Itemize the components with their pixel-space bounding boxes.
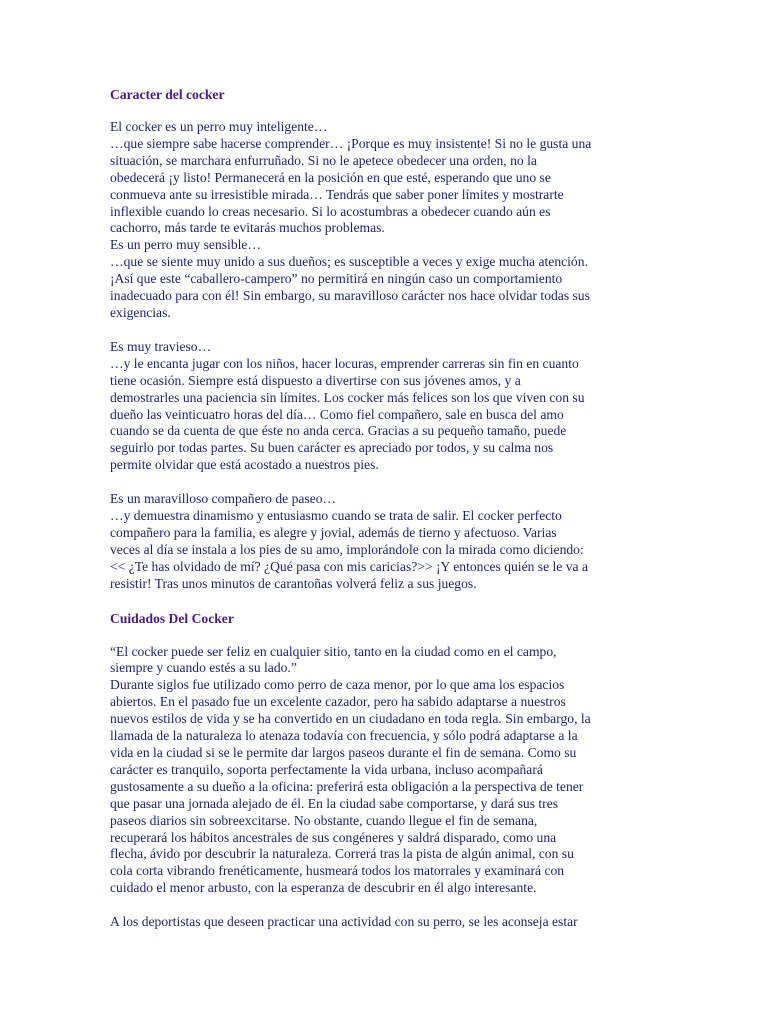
paragraph-caracter-1: [110, 119, 670, 322]
text-line: …que se siente muy unido a sus dueños; es susceptible a veces y exige mucha atención.: [110, 254, 588, 270]
text-line: siempre y cuando estés a su lado.”: [110, 660, 297, 676]
paragraph-cuidados-2: [110, 914, 670, 931]
paragraph-cuidados-1: [110, 644, 670, 898]
text-line: …que siempre sabe hacerse comprender… ¡Porque es muy insistente! Si no le gusta una: [110, 135, 592, 151]
paragraph-spacer: [110, 897, 670, 914]
text-line: …y le encanta jugar con los niños, hacer locuras, emprender carreras sin fin en cuanto: [110, 355, 579, 371]
text-line: El cocker es un perro muy inteligente…: [110, 119, 328, 134]
text-line: gustosamente a su dueño a la oficina: preferirá esta obligación a la perspectiva de tener: [110, 778, 584, 794]
paragraph-caracter-3: [110, 491, 670, 592]
text-line: Es muy travieso…: [110, 338, 212, 354]
text-line: resistir! Tras unos minutos de carantoñas volverá feliz a sus juegos.: [110, 575, 477, 591]
text-line: “El cocker puede ser feliz en cualquier sitio, tanto en la ciudad como en el campo,: [110, 643, 557, 659]
text-line: cachorro, más tarde te evitarás muchos problemas.: [110, 220, 385, 236]
paragraph-spacer: [110, 322, 670, 339]
text-line: paseos diarios sin sobreexcitarse. No obstante, cuando llegue el fin de semana,: [110, 812, 538, 828]
text-line: llamada de la naturaleza lo atenaza todavía con frecuencia, y sólo podrá adaptarse a la: [110, 728, 578, 744]
text-line: inadecuado para con él! Sin embargo, su maravilloso carácter nos hace olvidar todas sus: [110, 288, 590, 304]
section-title-caracter: Caracter del cocker: [110, 87, 225, 102]
text-line: permite olvidar que está acostado a nuestros pies.: [110, 457, 379, 473]
text-line: inflexible cuando lo creas necesario. Si lo acostumbras a obedecer cuando aún es: [110, 203, 551, 219]
section-title-cuidados: Cuidados Del Cocker: [110, 610, 234, 626]
text-line: << ¿Te has olvidado de mí? ¿Qué pasa con mis caricias?>> ¡Y entonces quién se le va a: [110, 558, 589, 574]
text-line: que pasar una jornada alejado de él. En la ciudad sabe comportarse, y dará sus tres: [110, 795, 559, 811]
text-line: cuidado el menor arbusto, con la esperanza de descubrir en él algo interesante.: [110, 880, 537, 896]
text-line: vida en la ciudad si se le permite dar largos paseos durante el fin de semana. Como su: [110, 745, 577, 760]
text-line: seguirlo por todas partes. Su buen carácter es apreciado por todos, y su calma nos: [110, 440, 554, 456]
paragraph-spacer: [110, 593, 670, 610]
text-line: dueño las veinticuatro horas del día… Como fiel compañero, sale en busca del amo: [110, 406, 564, 422]
text-line: Durante siglos fue utilizado como perro de caza menor, por lo que ama los espacios: [110, 677, 565, 693]
text-line: tiene ocasión. Siempre está dispuesto a divertirse con sus jóvenes amos, y a: [110, 372, 521, 388]
paragraph-spacer: [110, 474, 670, 491]
text-line: nuevos estilos de vida y se ha convertido en un ciudadano en toda regla. Sin embargo, la: [110, 711, 591, 727]
text-line: conmueva ante su irresistible mirada… Tendrás que saber poner límites y mostrarte: [110, 186, 564, 202]
text-line: cola corta vibrando frenéticamente, husmeará todos los matorrales y examinará con: [110, 863, 565, 879]
text-line: obedecerá ¡y listo! Permanecerá en la posición en que esté, esperando que uno se: [110, 169, 551, 185]
text-line: veces al día se instala a los pies de su amo, implorándole con la mirada como diciendo:: [110, 541, 584, 557]
text-line: flecha, ávido por descubrir la naturaleza. Correrá tras la pista de algún animal, con su: [110, 846, 574, 862]
text-line: demostrarles una paciencia sin límites. Los cocker más felices son los que viven con su: [110, 389, 585, 405]
text-line: compañero para la familia, es alegre y jovial, además de tierno y afectuoso. Varias: [110, 524, 557, 540]
text-line: A los deportistas que deseen practicar una actividad con su perro, se les aconseja estar: [110, 914, 578, 930]
text-line: cuando se da cuenta de que éste no anda cerca. Gracias a su pequeño tamaño, puede: [110, 423, 567, 439]
text-line: exigencias.: [110, 304, 171, 320]
text-line: abiertos. En el pasado fue un excelente cazador, pero ha sabido adaptarse a nuestros: [110, 694, 566, 710]
text-line: carácter es tranquilo, soporta perfectamente la vida urbana, incluso acompañará: [110, 761, 543, 777]
text-line: ¡Así que este “caballero-campero” no permitirá en ningún caso un comportamiento: [110, 271, 563, 287]
paragraph-caracter-2: [110, 339, 670, 474]
document-page: [110, 86, 670, 931]
text-line: Es un maravilloso compañero de paseo…: [110, 491, 337, 507]
text-line: situación, se marchara enfurruñado. Si no le apetece obedecer una orden, no la: [110, 152, 537, 168]
text-line: Es un perro muy sensible…: [110, 237, 262, 253]
text-line: recuperará los hábitos ancestrales de sus congéneres y saldrá disparado, como una: [110, 829, 557, 845]
text-line: …y demuestra dinamismo y entusiasmo cuando se trata de salir. El cocker perfecto: [110, 508, 562, 524]
